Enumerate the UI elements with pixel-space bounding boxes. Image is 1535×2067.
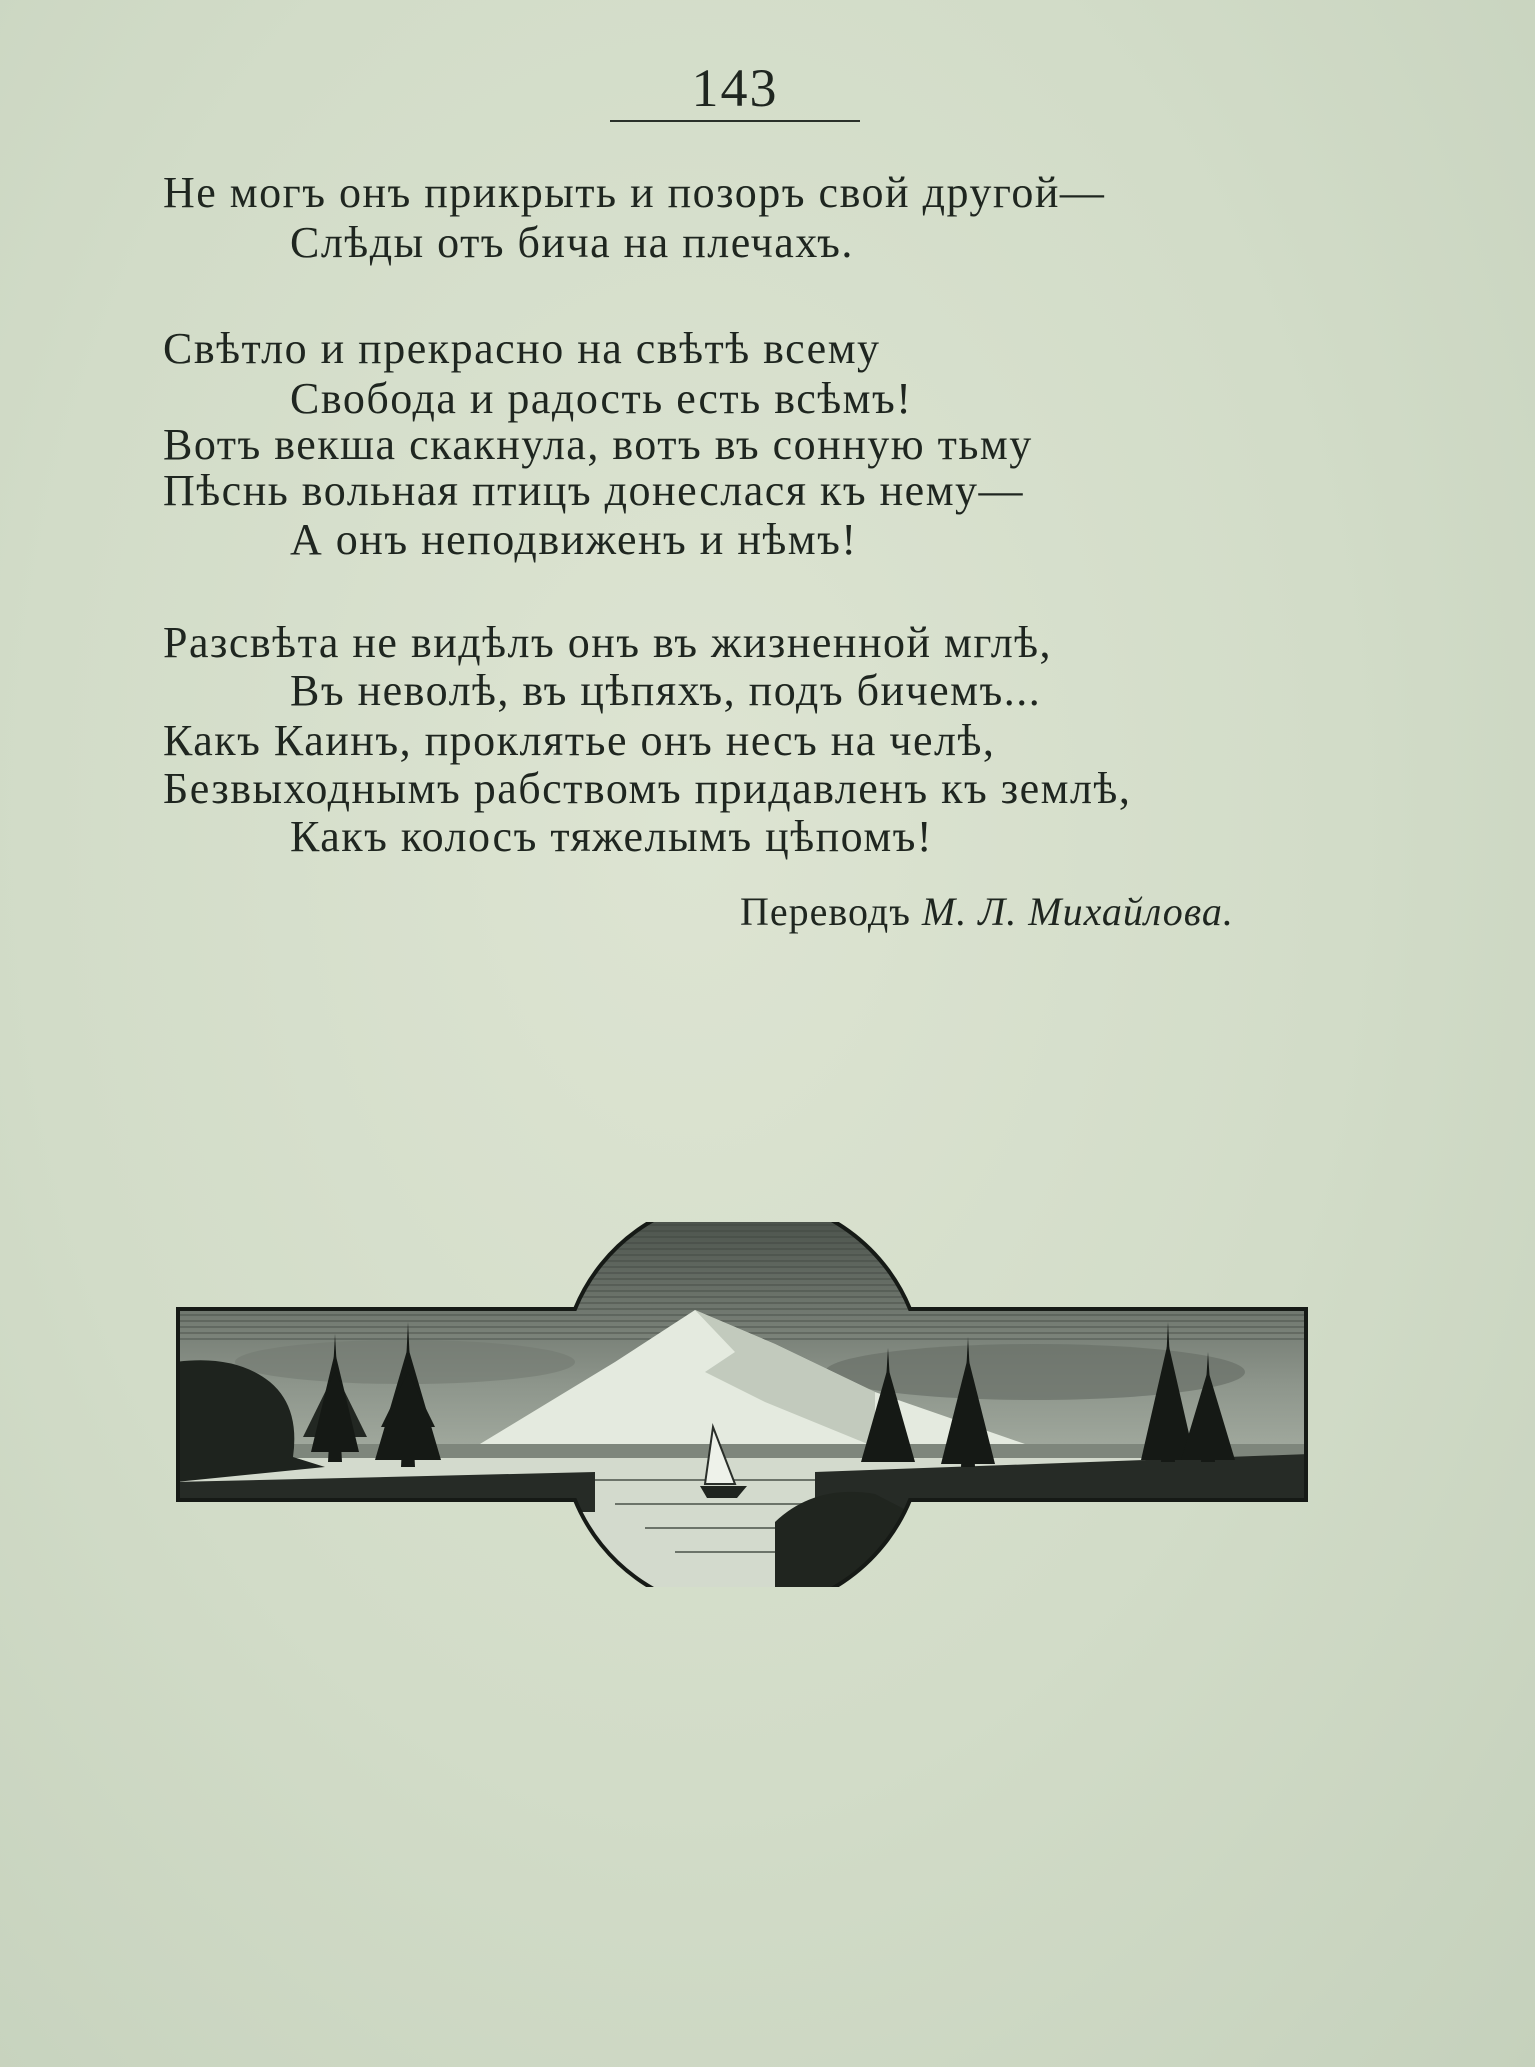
attribution-prefix: Переводъ [740, 889, 911, 934]
verse-line: Разсвѣта не видѣлъ онъ въ жизненной мглѣ, [163, 618, 1053, 667]
verse-line: Въ неволѣ, въ цѣпяхъ, подъ бичемъ... [290, 666, 1042, 715]
verse-line: Пѣснь вольная птицъ донеслася къ нему— [163, 466, 1025, 515]
verse-line: Слѣды отъ бича на плечахъ. [290, 218, 854, 267]
verse-line: Безвыходнымъ рабствомъ придавленъ къ землѣ, [163, 764, 1132, 813]
translator-attribution [740, 888, 1234, 936]
page-number: 143 [691, 58, 779, 118]
verse-line: Какъ Каинъ, проклятье онъ несъ на челѣ, [163, 716, 996, 765]
verse-line: А онъ неподвиженъ и нѣмъ! [290, 515, 858, 564]
verse-line: Свѣтло и прекрасно на свѣтѣ всему [163, 324, 881, 373]
translator-name: М. Л. Михайлова. [921, 889, 1234, 934]
page-number-rule [610, 120, 860, 122]
landscape-vignette-icon [175, 1222, 1310, 1587]
verse-line: Свобода и радость есть всѣмъ! [290, 374, 913, 423]
verse-line: Какъ колосъ тяжелымъ цѣпомъ! [290, 812, 934, 861]
verse-line: Вотъ векша скакнула, вотъ въ сонную тьму [163, 420, 1033, 469]
verse-line: Не могъ онъ прикрыть и позоръ свой другой— [163, 168, 1106, 217]
